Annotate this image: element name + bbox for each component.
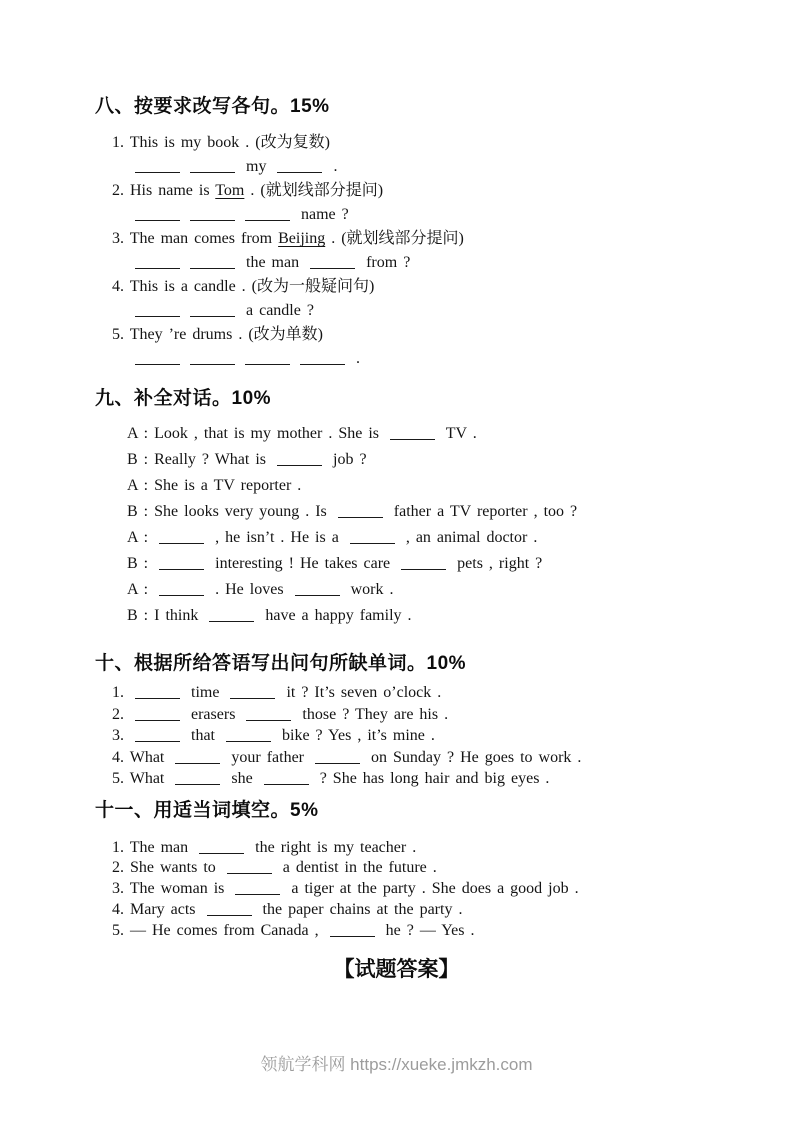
- exam-section-s9: [95, 387, 703, 629]
- text-run: bike ? Yes , it’s mine .: [276, 727, 435, 744]
- text-run: B :: [127, 555, 155, 572]
- numbered-line: [112, 879, 703, 900]
- fill-in-blank: [227, 861, 272, 874]
- text-run: a tiger at the party . She does a good job .: [285, 880, 579, 898]
- fill-in-blank: [135, 729, 180, 742]
- underlined-word: Beijing: [278, 230, 326, 247]
- question-line: [112, 227, 703, 251]
- dialogue-line: [127, 525, 703, 551]
- text-run: 4. What: [112, 748, 171, 766]
- text-run: interesting ! He takes care: [209, 555, 397, 572]
- numbered-line: [112, 858, 703, 879]
- fill-in-blank: [300, 352, 345, 365]
- text-run: a dentist in the future .: [276, 859, 437, 877]
- text-run: 5. They ’re drums . (改为单数): [112, 326, 324, 343]
- text-run: 4. This is a candle . (改为一般疑问句): [112, 278, 375, 295]
- text-run: 5. What: [112, 770, 171, 787]
- text-run: that: [185, 727, 221, 744]
- fill-in-blank: [135, 160, 180, 173]
- fill-in-blank: [401, 557, 446, 570]
- text-run: 2.: [112, 705, 130, 723]
- fill-in-blank: [330, 924, 375, 937]
- text-run: . (就划线部分提问): [325, 230, 464, 247]
- text-run: 2. She wants to: [112, 859, 222, 877]
- fill-in-blank: [159, 557, 204, 570]
- fill-in-blank: [190, 352, 235, 365]
- fill-in-blank: [264, 772, 309, 785]
- text-run: 2. His name is: [112, 182, 216, 199]
- fill-in-blank: [159, 531, 204, 544]
- text-run: he ? — Yes .: [379, 921, 475, 939]
- answer-section-title: 【试题答案】: [333, 958, 460, 982]
- text-run: A :: [127, 581, 155, 598]
- fill-in-blank: [230, 686, 275, 699]
- text-run: A : Look , that is my mother . She is: [127, 425, 385, 442]
- numbered-line: [112, 682, 703, 704]
- text-run: .: [350, 350, 360, 367]
- fill-in-blank: [190, 160, 235, 173]
- fill-in-blank: [310, 256, 355, 269]
- text-run: father a TV reporter , too ?: [387, 503, 578, 520]
- numbered-line: [112, 921, 703, 942]
- fill-in-blank: [190, 304, 235, 317]
- text-run: a candle ?: [240, 302, 314, 319]
- answer-line: [130, 347, 703, 371]
- text-run: erasers: [185, 705, 242, 723]
- dialogue-line: [127, 551, 703, 577]
- fill-in-blank: [315, 751, 360, 764]
- fill-in-blank: [235, 882, 280, 895]
- dialogue-line: [127, 499, 703, 525]
- fill-in-blank: [135, 708, 180, 721]
- fill-in-blank: [175, 772, 220, 785]
- text-run: A :: [127, 529, 155, 546]
- question-line: [112, 179, 703, 203]
- text-run: A : She is a TV reporter .: [127, 477, 302, 494]
- dialogue-line: [127, 447, 703, 473]
- question-line: [112, 275, 703, 299]
- text-run: 5. — He comes from Canada ,: [112, 921, 325, 939]
- numbered-line: [112, 900, 703, 921]
- exam-section-s8: [95, 95, 703, 371]
- fill-in-blank: [175, 751, 220, 764]
- text-run: 3. The man comes from: [112, 230, 279, 247]
- fill-in-blank: [338, 505, 383, 518]
- text-run: . (就划线部分提问): [244, 182, 384, 199]
- text-run: the right is my teacher .: [249, 838, 417, 856]
- text-run: it ? It’s seven o’clock .: [280, 684, 442, 701]
- fill-in-blank: [350, 531, 395, 544]
- section-heading: 十一、用适当词填空。5%: [95, 799, 319, 821]
- fill-in-blank: [190, 256, 235, 269]
- text-run: from ?: [360, 254, 411, 271]
- dialogue-line: [127, 421, 703, 447]
- answer-line: [130, 251, 703, 275]
- underlined-word: Tom: [215, 182, 245, 199]
- text-run: job ?: [327, 451, 367, 468]
- text-run: . He loves: [209, 581, 290, 598]
- section-heading: 九、补全对话。10%: [95, 388, 272, 409]
- numbered-line: [112, 838, 703, 859]
- text-run: TV .: [440, 425, 477, 442]
- numbered-line: [112, 704, 703, 726]
- text-run: my: [240, 158, 273, 175]
- fill-in-blank: [295, 583, 340, 596]
- fill-in-blank: [226, 729, 271, 742]
- fill-in-blank: [159, 583, 204, 596]
- fill-in-blank: [135, 352, 180, 365]
- text-run: your father: [225, 748, 310, 766]
- text-run: time: [185, 684, 226, 701]
- text-run: have a happy family .: [259, 607, 412, 624]
- fill-in-blank: [135, 256, 180, 269]
- fill-in-blank: [135, 686, 180, 699]
- text-run: .: [327, 158, 338, 175]
- fill-in-blank: [190, 208, 235, 221]
- dialogue-line: [127, 603, 703, 629]
- section-heading: 八、按要求改写各句。15%: [95, 96, 330, 117]
- fill-in-blank: [245, 352, 290, 365]
- fill-in-blank: [135, 304, 180, 317]
- text-run: B : Really ? What is: [127, 451, 273, 468]
- text-run: ? She has long hair and big eyes .: [313, 770, 550, 787]
- fill-in-blank: [246, 708, 291, 721]
- text-run: B : She looks very young . Is: [127, 503, 333, 520]
- answer-line: [130, 203, 703, 227]
- numbered-line: [112, 747, 703, 769]
- text-run: 1. The man: [112, 838, 195, 856]
- text-run: on Sunday ? He goes to work .: [365, 748, 582, 766]
- text-run: she: [225, 770, 259, 787]
- fill-in-blank: [199, 841, 244, 854]
- fill-in-blank: [277, 160, 322, 173]
- dialogue-line: [127, 473, 703, 499]
- text-run: , he isn’t . He is a: [209, 529, 345, 546]
- text-run: 1. This is my book . (改为复数): [112, 134, 330, 151]
- text-run: 1.: [112, 684, 130, 701]
- answer-line: [130, 299, 703, 323]
- text-run: B : I think: [127, 607, 205, 624]
- watermark-footer: 领航学科网 https://xueke.jmkzh.com: [260, 1055, 533, 1074]
- text-run: , an animal doctor .: [399, 529, 538, 546]
- fill-in-blank: [135, 208, 180, 221]
- fill-in-blank: [207, 903, 252, 916]
- text-run: the paper chains at the party .: [256, 900, 463, 918]
- text-run: those ? They are his .: [296, 705, 449, 723]
- section-heading: 十、根据所给答语写出问句所缺单词。10%: [95, 653, 467, 674]
- text-run: 3.: [112, 727, 130, 744]
- text-run: the man: [240, 254, 306, 271]
- dialogue-line: [127, 577, 703, 603]
- fill-in-blank: [390, 427, 435, 440]
- fill-in-blank: [245, 208, 290, 221]
- text-run: pets , right ?: [451, 555, 543, 572]
- fill-in-blank: [209, 609, 254, 622]
- text-run: 4. Mary acts: [112, 900, 202, 918]
- answer-line: [130, 155, 703, 179]
- exam-section-s11: [95, 799, 703, 942]
- text-run: 3. The woman is: [112, 880, 231, 898]
- exam-section-s10: [95, 652, 703, 790]
- numbered-line: [112, 725, 703, 747]
- question-line: [112, 323, 703, 347]
- fill-in-blank: [277, 453, 322, 466]
- numbered-line: [112, 768, 703, 790]
- question-line: [112, 131, 703, 155]
- text-run: work .: [344, 581, 394, 598]
- text-run: name ?: [295, 206, 349, 223]
